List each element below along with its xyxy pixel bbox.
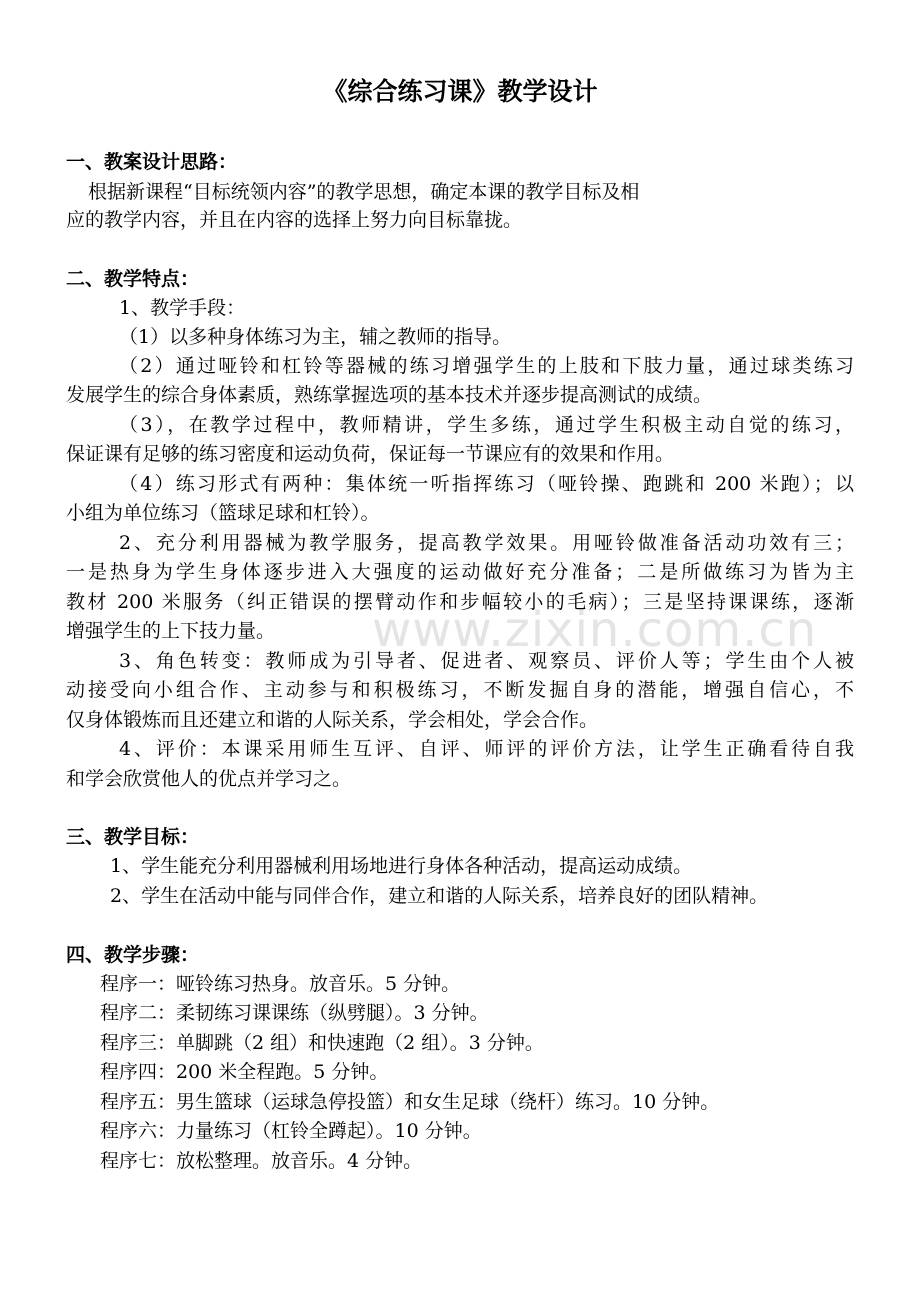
section-heading-objectives: 三、教学目标： [66, 826, 200, 848]
list-item: 程序一：哑铃练习热身。放音乐。5 分钟。 [100, 973, 461, 995]
list-item: 程序五：男生篮球（运球急停投篮）和女生足球（绕杆）练习。10 分钟。 [100, 1091, 720, 1113]
paragraph-line: 3、角色转变：教师成为引导者、促进者、观察员、评价人等；学生由个人被 [119, 650, 854, 672]
section-heading-features: 二、教学特点： [66, 268, 200, 290]
paragraph-line: 4、评价：本课采用师生互评、自评、师评的评价方法，让学生正确看待自我 [119, 738, 854, 760]
list-item: 程序三：单脚跳（2 组）和快速跑（2 组）。3 分钟。 [100, 1032, 544, 1054]
list-item: 程序六：力量练习（杠铃全蹲起）。10 分钟。 [100, 1120, 482, 1142]
paragraph-line: 应的教学内容，并且在内容的选择上努力向目标靠拢。 [66, 209, 523, 231]
paragraph-line: 保证课有足够的练习密度和运动负荷，保证每一节课应有的效果和作用。 [66, 443, 675, 465]
paragraph-line: 1、教学手段： [119, 297, 246, 319]
paragraph-line: 仅身体锻炼而且还建立和谐的人际关系，学会相处，学会合作。 [66, 709, 599, 731]
watermark: www.zixin.com.cn [372, 602, 818, 658]
paragraph-line: 发展学生的综合身体素质，熟练掌握选项的基本技术并逐步提高测试的成绩。 [66, 384, 713, 406]
section-heading-design-idea: 一、教案设计思路： [66, 151, 238, 173]
page-title: 《综合练习课》教学设计 [322, 77, 598, 106]
section-heading-steps: 四、教学步骤： [66, 944, 200, 966]
paragraph-line: （3），在教学过程中，教师精讲，学生多练，通过学生积极主动自觉的练习， [119, 414, 854, 436]
paragraph-line: 动接受向小组合作、主动参与和积极练习，不断发掘自身的潜能，增强自信心，不 [66, 679, 854, 701]
paragraph-line: 2、学生在活动中能与同伴合作，建立和谐的人际关系，培养良好的团队精神。 [110, 885, 769, 907]
paragraph-line: 1、学生能充分利用器械利用场地进行身体各种活动，提高运动成绩。 [110, 855, 693, 877]
paragraph-line: 一是热身为学生身体逐步进入大强度的运动做好充分准备；二是所做练习为皆为主 [66, 561, 854, 583]
list-item: 程序二：柔韧练习课课练（纵劈腿）。3 分钟。 [100, 1002, 489, 1024]
paragraph-line: 和学会欣赏他人的优点并学习之。 [66, 768, 352, 790]
paragraph-line: （4）练习形式有两种：集体统一听指挥练习（哑铃操、跑跳和 200 米跑）；以 [119, 473, 854, 495]
paragraph-line: 根据新课程“目标统领内容”的教学思想，确定本课的教学目标及相 [88, 181, 640, 203]
paragraph-line: 2、充分利用器械为教学服务，提高教学效果。用哑铃做准备活动功效有三； [119, 532, 854, 554]
paragraph-line: （2）通过哑铃和杠铃等器械的练习增强学生的上肢和下肢力量，通过球类练习 [119, 355, 854, 377]
list-item: 程序七：放松整理。放音乐。4 分钟。 [100, 1150, 423, 1172]
paragraph-line: 增强学生的上下技力量。 [66, 620, 276, 642]
paragraph-line: （1）以多种身体练习为主，辅之教师的指导。 [119, 326, 512, 348]
paragraph-line: 教材 200 米服务（纠正错误的摆臂动作和步幅较小的毛病）；三是坚持课课练，逐渐 [66, 591, 854, 613]
list-item: 程序四：200 米全程跑。5 分钟。 [100, 1061, 389, 1083]
paragraph-line: 小组为单位练习（篮球足球和杠铃）。 [66, 502, 380, 524]
